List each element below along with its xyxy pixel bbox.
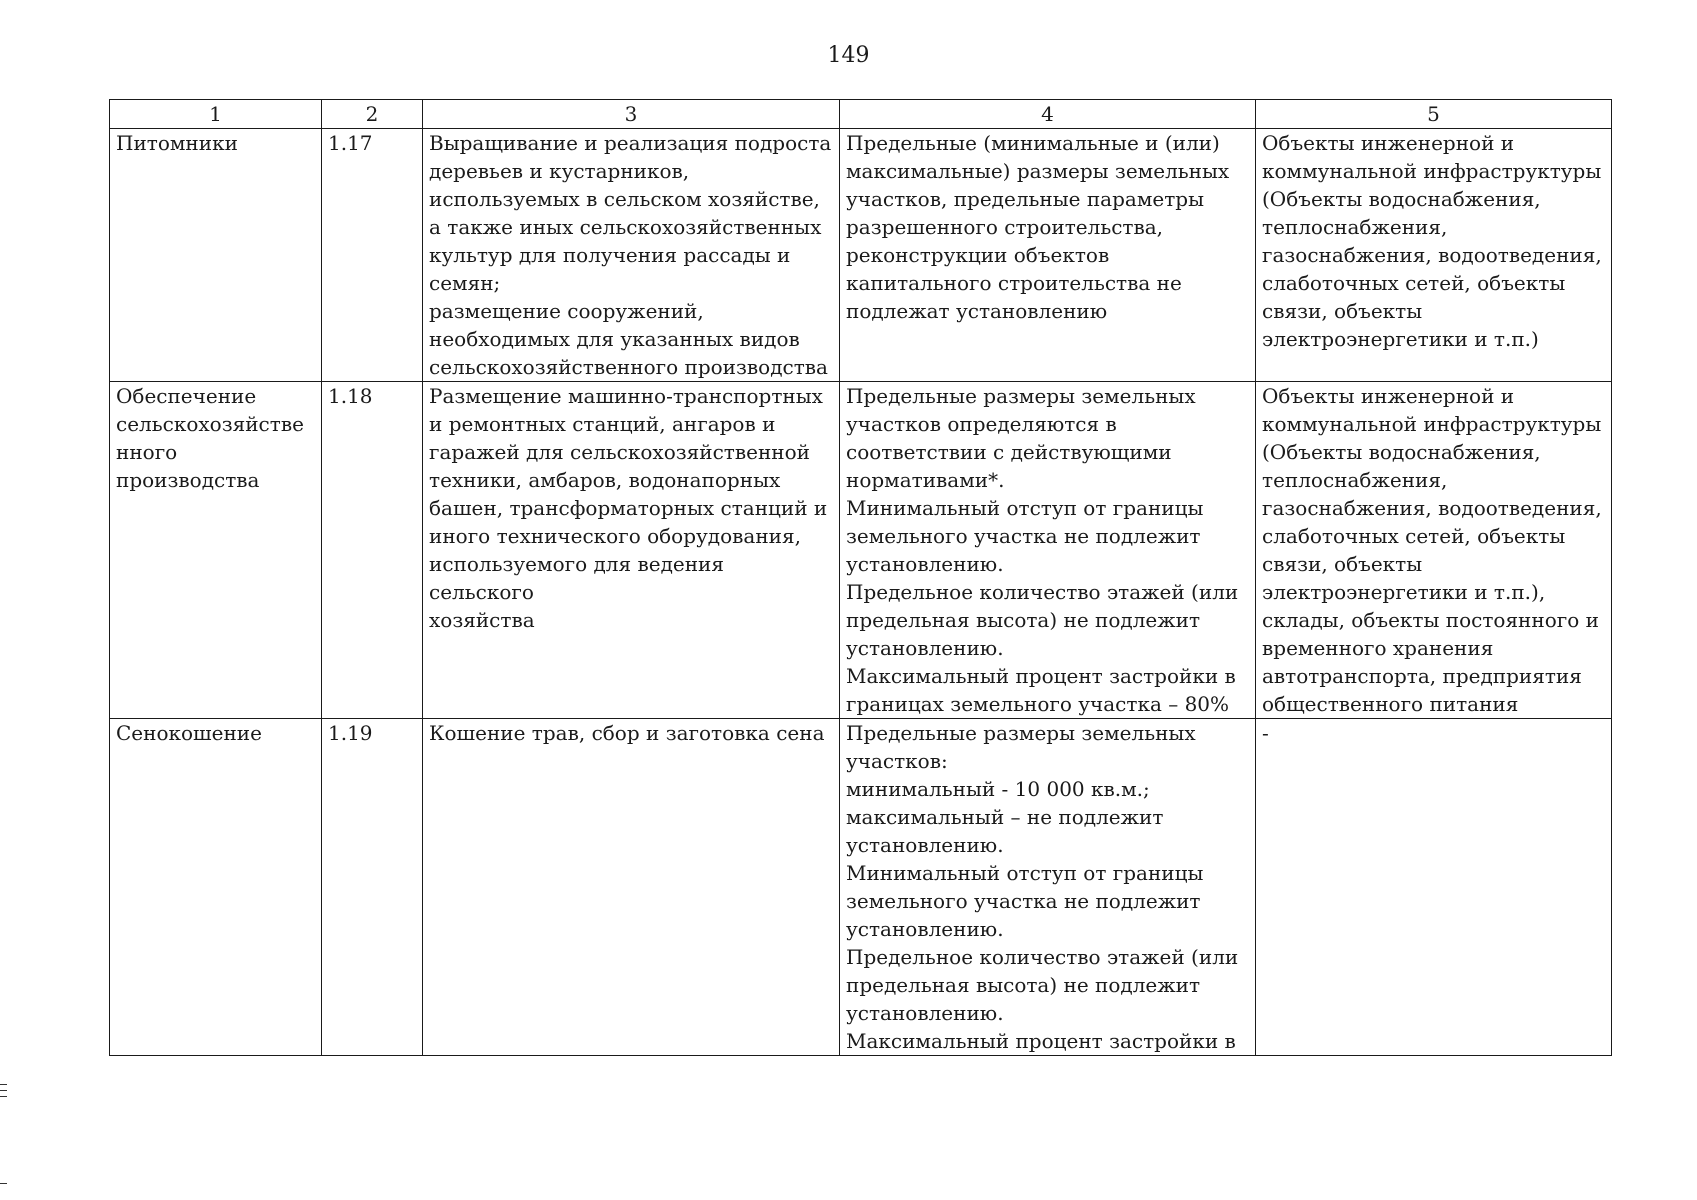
parameters-cell: Предельные размеры земельных участков: минимальный - 10 000 кв.м.; максимальный – не подлежит установлению. Минимальный отступ от границы земельного участка не подлежит установлению. Предельное количество этажей (или предельная высота) не подлежит установлению. Максимальный процент застройки в: [840, 719, 1256, 1056]
use-description-cell: Размещение машинно-транспортных и ремонтных станций, ангаров и гаражей для сельскохозяйственной техники, амбаров, водонапорных башен, трансформаторных станций и иного технического оборудования, используемого для ведения сельского хозяйства: [423, 382, 840, 719]
auxiliary-uses-cell: -: [1256, 719, 1612, 1056]
auxiliary-uses-cell: Объекты инженерной и коммунальной инфраструктуры (Объекты водоснабжения, теплоснабжения, газоснабжения, водоотведения, слаботочных сетей, объекты связи, объекты электроэнергетики и т.п.): [1256, 129, 1612, 382]
table-row: [110, 129, 1612, 382]
table-row: [110, 382, 1612, 719]
use-description-cell: Выращивание и реализация подроста деревьев и кустарников, используемых в сельском хозяйстве, а также иных сельскохозяйственных культур для получения рассады и семян; размещение сооружений, необходимых для указанных видов сельскохозяйственного производства: [423, 129, 840, 382]
use-name-cell: Сенокошение: [110, 719, 322, 1056]
margin-mark: [0, 1090, 7, 1091]
column-header-4: 4: [840, 100, 1256, 129]
table-header-row: [110, 100, 1612, 129]
parameters-cell: Предельные (минимальные и (или) максимальные) размеры земельных участков, предельные параметры разрешенного строительства, реконструкции объектов капитального строительства не подлежат установлению: [840, 129, 1256, 382]
margin-mark: [0, 1096, 7, 1097]
use-code-cell: 1.18: [322, 382, 423, 719]
parameters-cell: Предельные размеры земельных участков определяются в соответствии с действующими нормативами*. Минимальный отступ от границы земельного участка не подлежит установлению. Предельное количество этажей (или предельная высота) не подлежит установлению. Максимальный процент застройки в границах земельного участка – 80%: [840, 382, 1256, 719]
use-description-cell: Кошение трав, сбор и заготовка сена: [423, 719, 840, 1056]
use-code-cell: 1.17: [322, 129, 423, 382]
use-name-cell: Обеспечение сельскохозяйстве нного производства: [110, 382, 322, 719]
table-row: [110, 719, 1612, 1056]
column-header-3: 3: [423, 100, 840, 129]
column-header-5: 5: [1256, 100, 1612, 129]
use-code-cell: 1.19: [322, 719, 423, 1056]
margin-mark: [0, 1084, 7, 1085]
column-header-2: 2: [322, 100, 423, 129]
page-number: 149: [827, 43, 870, 68]
column-header-1: 1: [110, 100, 322, 129]
margin-mark: [0, 1183, 7, 1184]
use-name-cell: Питомники: [110, 129, 322, 382]
land-use-table: [109, 99, 1612, 1056]
auxiliary-uses-cell: Объекты инженерной и коммунальной инфраструктуры (Объекты водоснабжения, теплоснабжения, газоснабжения, водоотведения, слаботочных сетей, объекты связи, объекты электроэнергетики и т.п.), склады, объекты постоянного и временного хранения автотранспорта, предприятия общественного питания: [1256, 382, 1612, 719]
